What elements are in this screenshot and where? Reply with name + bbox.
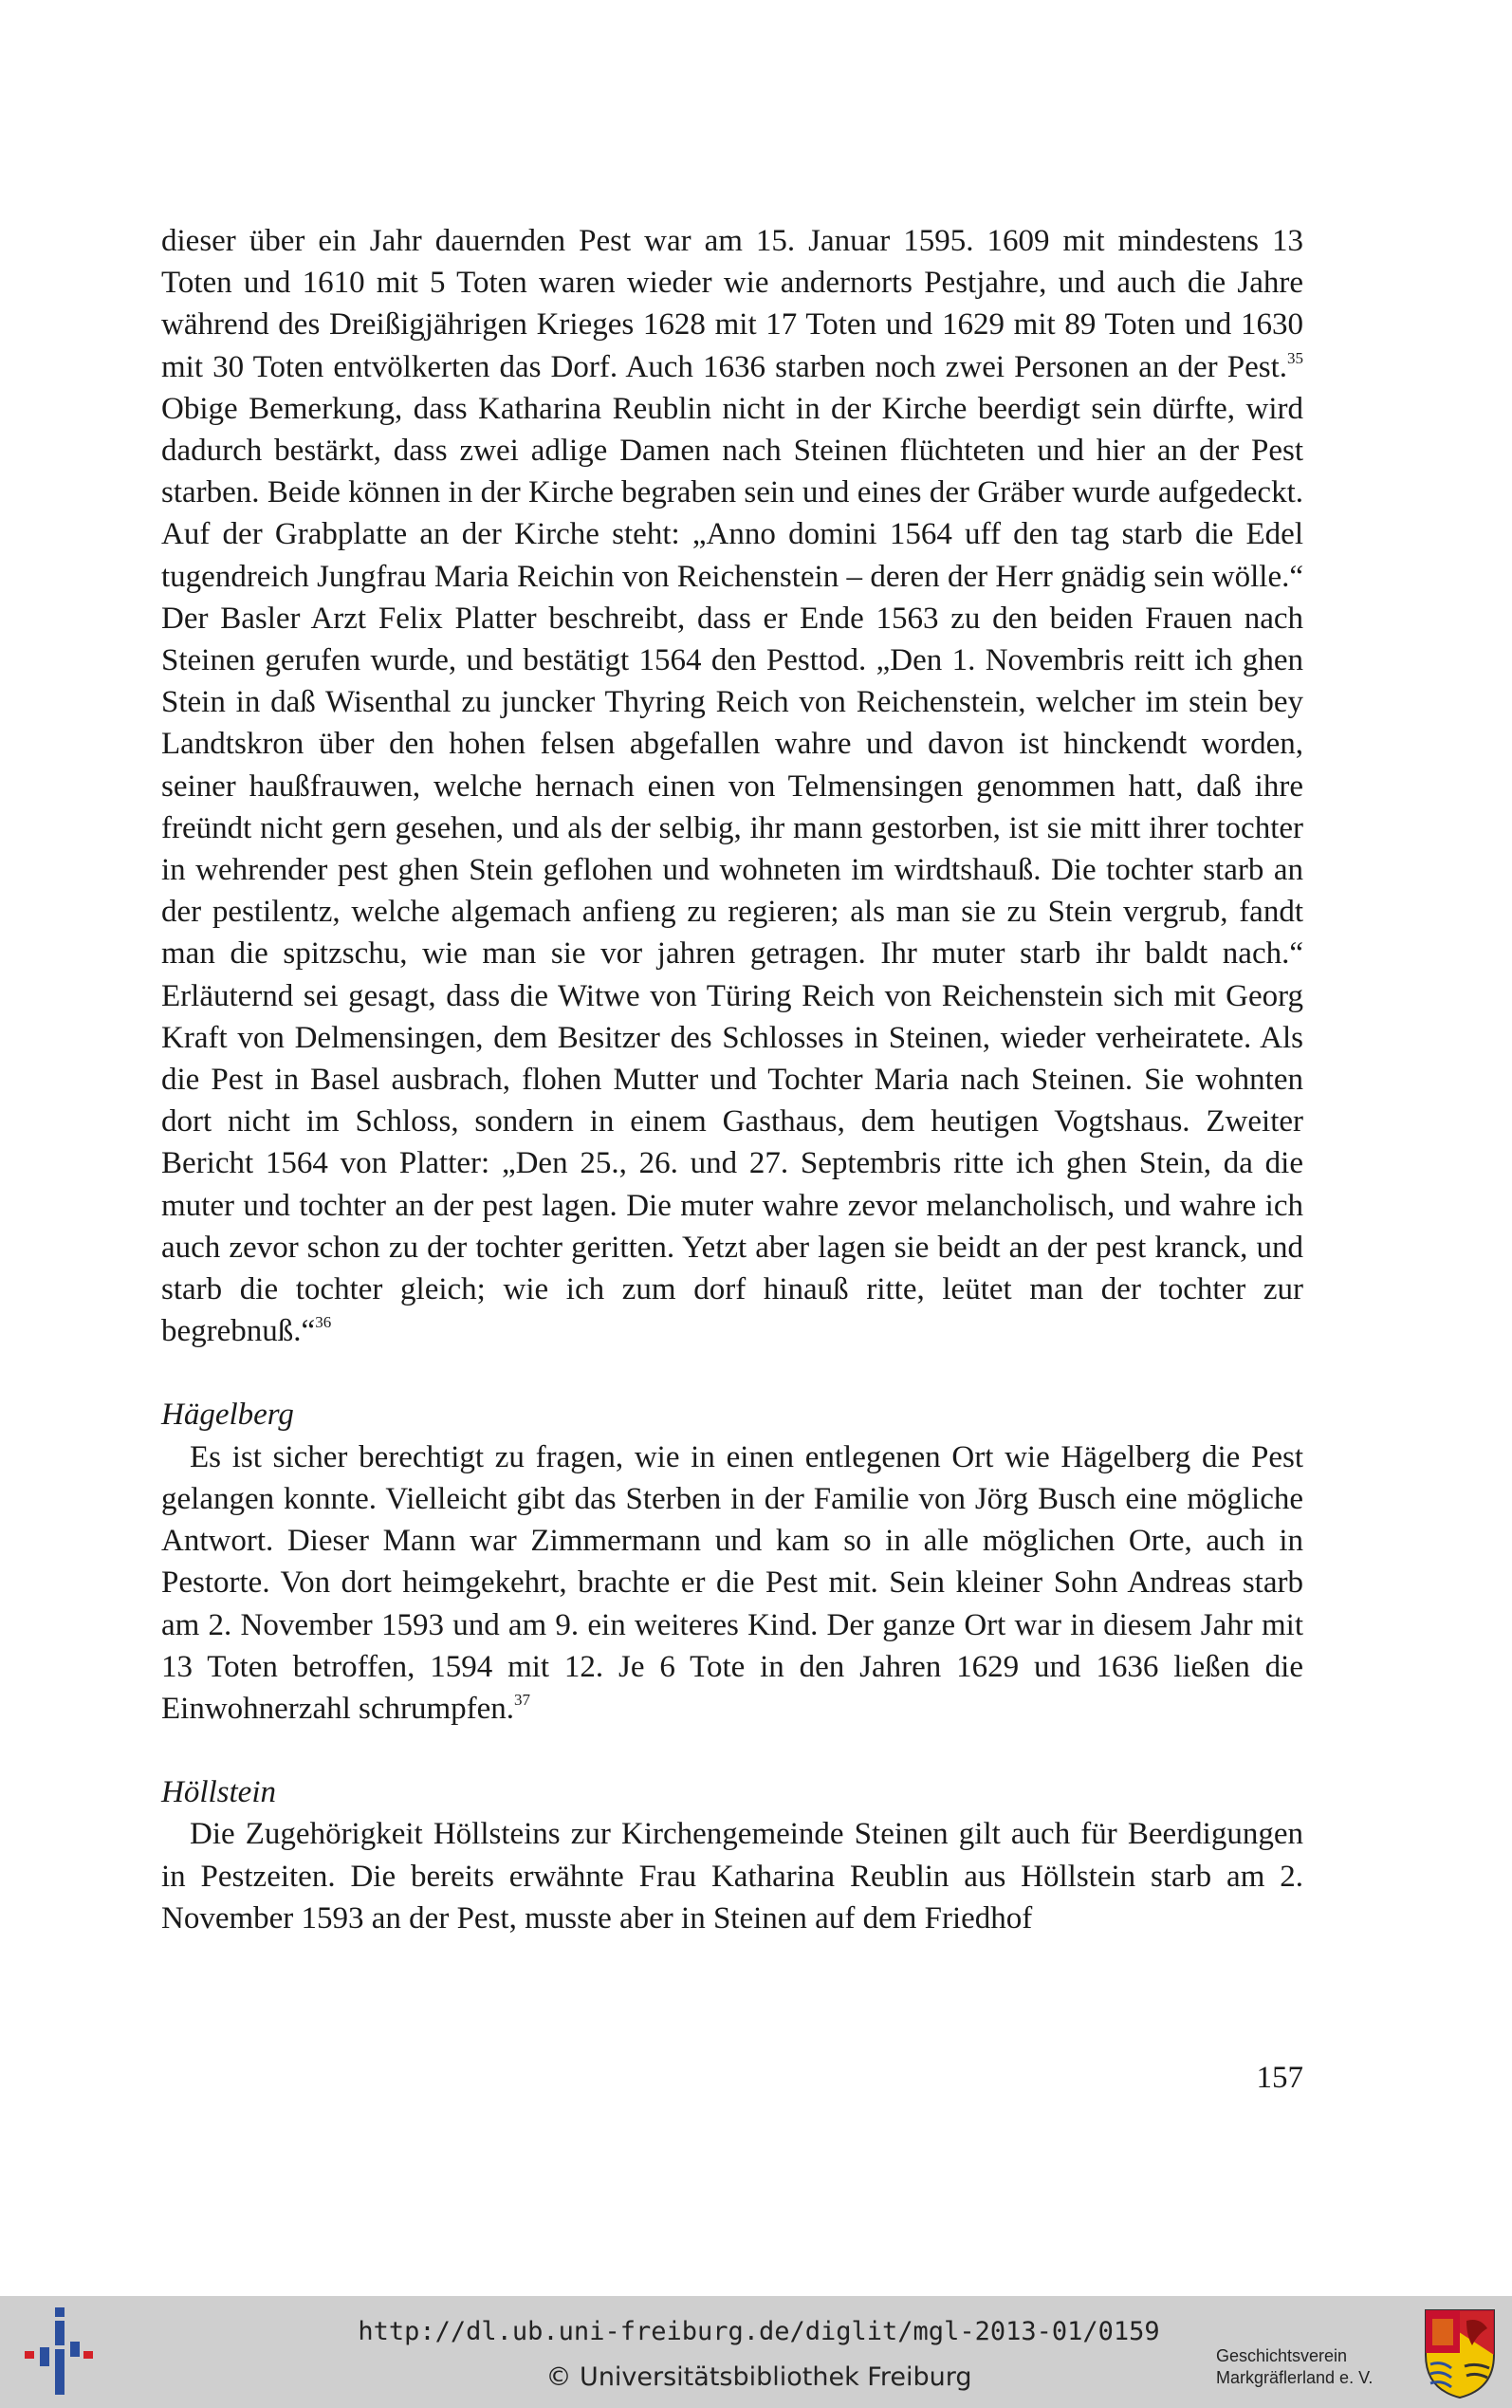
- section-heading-hoellstein: Höllstein: [161, 1775, 276, 1810]
- footnote-ref-36[interactable]: 36: [315, 1313, 332, 1332]
- footer-society-name[interactable]: [1216, 2345, 1406, 2389]
- society-line-2: Markgräflerland e. V.: [1216, 2368, 1374, 2387]
- paragraph-text: Obige Bemerkung, dass Katharina Reublin nicht in der Kirche beerdigt sein dürfte, wird dadurch bestärkt, dass zwei adlige Damen nach Steinen flüchteten und hier an der Pest starben. Beide können in der Kirche begraben sein und eines der Gräber wurde aufgedeckt. Auf der Grabplatte an der Kirche steht: „Anno domini 1564 uff den tag starb die Edel tugendreich Jungfrau Maria Reichin von Reichenstein – deren der Herr gnädig sein wölle.“ Der Basler Arzt Felix Platter beschreibt, dass er Ende 1563 zu den beiden Frauen nach Steinen gerufen wurde, und bestätigt 1564 den Pesttod. „Den 1. Novembris reitt ich ghen Stein in daß Wisenthal zu juncker Thyring Reich von Reichenstein, welcher im stein bey Landtskron über den hohen felsen abgefallen wahre und davon ist hinckendt worden, seiner haußfrauwen, welche hernach einen von Telmensingen genommen hatt, daß ihre freündt nicht gern gesehen, und als der selbig, ihr mann gestorben, ist sie mitt ihrer tochter in wehrender pest ghen Stein geflohen und wohneten im wirdtshauß. Die tochter starb an der pestilentz, welche algemach anfieng zu regieren; als man sie zu Stein vergrub, fandt man die spitzschu, wie man sie vor jahren getragen. Ihr muter starb ihr baldt nach.“ Erläuternd sei gesagt, dass die Witwe von Türing Reich von Reichenstein sich mit Georg Kraft von Delmensingen, dem Besitzer des Schlosses in Steinen, wieder verheiratete. Als die Pest in Basel ausbrach, flohen Mutter und Tochter Maria nach Steinen. Sie wohnten dort nicht im Schloss, sondern in einem Gasthaus, dem heutigen Vogtshaus. Zweiter Bericht 1564 von Platter: „Den 25., 26. und 27. Septembris ritte ich ghen Stein, da die muter und tochter an der pest lagen. Die muter wahre zevor melancholisch, und wahre ich auch zevor schon zu der tochter geritten. Yetzt aber lagen sie beidt an der pest kranck, und starb die tochter gleich; wie ich zum dorf hinauß ritte, leütet man der tochter zur begrebnuß.“: [161, 391, 1303, 1349]
- footer-url-link[interactable]: http://dl.ub.uni-freiburg.de/diglit/mgl-2013-01/0159: [358, 2317, 1160, 2346]
- paragraph-hoellstein: Die Zugehörigkeit Höllsteins zur Kirchengemeinde Steinen gilt auch für Beerdigungen in Pestzeiten. Die bereits erwähnte Frau Katharina Reublin aus Höllstein starb am 2. November 1593 an der Pest, musste aber in Steinen auf dem Friedhof: [161, 1817, 1303, 1936]
- paragraph-text: Es ist sicher berechtigt zu fragen, wie in einen entlegenen Ort wie Hägelberg die Pest gelangen konnte. Vielleicht gibt das Sterben in der Familie von Jörg Busch eine mögliche Antwort. Dieser Mann war Zimmermann und kam so in alle möglichen Orte, auch in Pestorte. Von dort heimgekehrt, brachte er die Pest mit. Sein kleiner Sohn Andreas starb am 2. November 1593 und am 9. ein weiteres Kind. Der ganze Ort war in diesem Jahr mit 13 Toten betroffen, 1594 mit 12. Je 6 Tote in den Jahren 1629 und 1636 ließen die Einwohnerzahl schrumpfen.: [161, 1439, 1303, 1726]
- footer-bar: [0, 2296, 1512, 2408]
- page-body: [161, 220, 1303, 1939]
- footer-copyright: © Universitätsbibliothek Freiburg: [545, 2362, 972, 2392]
- footnote-ref-35[interactable]: 35: [1287, 348, 1303, 367]
- paragraph-steinen: [161, 220, 1303, 1352]
- page-number: 157: [1256, 2061, 1303, 2095]
- section-heading-haegelberg: Hägelberg: [161, 1398, 294, 1433]
- paragraph-text: dieser über ein Jahr dauernden Pest war am 15. Januar 1595. 1609 mit mindestens 13 Toten und 1610 mit 5 Toten waren wieder wie andernorts Pestjahre, und auch die Jahre während des Dreißigjährigen Krieges 1628 mit 17 Toten und 1629 mit 89 Toten und 1630 mit 30 Toten entvölkerten das Dorf. Auch 1636 starben noch zwei Personen an der Pest.: [161, 224, 1303, 384]
- ub-freiburg-logo-icon[interactable]: [21, 2304, 97, 2399]
- society-crest-icon[interactable]: [1423, 2307, 1497, 2400]
- society-line-1: Geschichtsverein: [1216, 2346, 1348, 2365]
- paragraph-haegelberg: [161, 1436, 1303, 1730]
- footnote-ref-37[interactable]: 37: [514, 1690, 531, 1709]
